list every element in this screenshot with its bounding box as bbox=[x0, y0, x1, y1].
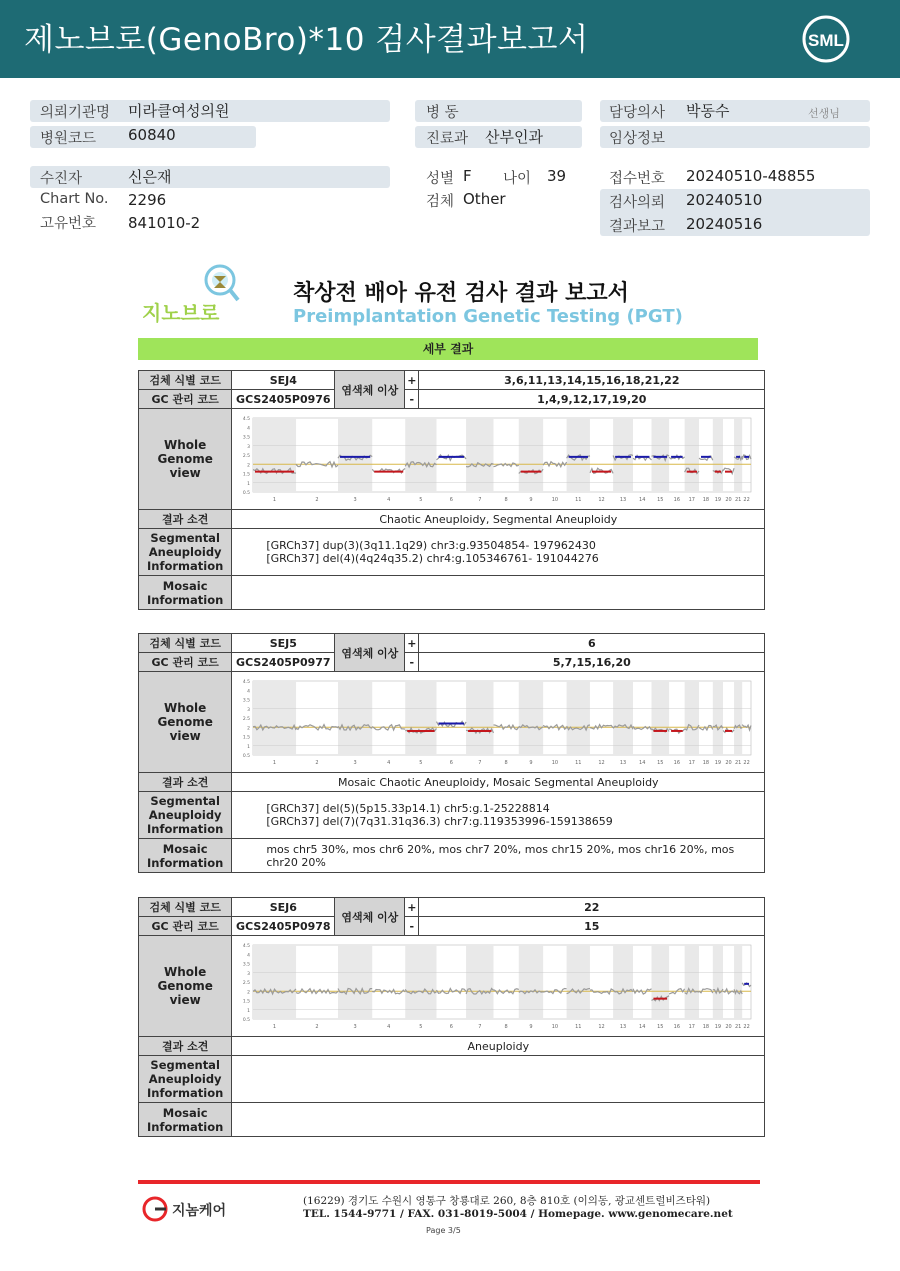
mosaic-info bbox=[232, 1103, 765, 1137]
x-tick-label: 20 bbox=[725, 760, 733, 766]
x-tick-label: 21 bbox=[735, 497, 742, 503]
x-tick-label: 4 bbox=[387, 497, 391, 503]
chromosome-band bbox=[685, 418, 699, 492]
mosaic-info: mos chr5 30%, mos chr6 20%, mos chr7 20%, mos chr15 20%, mos chr16 20%, mos chr20 20% bbox=[232, 839, 765, 873]
sample-code-label: 검체 식별 코드 bbox=[139, 371, 232, 390]
segmental-info bbox=[232, 1056, 765, 1103]
chromosome-band bbox=[685, 945, 699, 1019]
chromosome-band bbox=[253, 418, 296, 492]
chromosome-band bbox=[734, 418, 742, 492]
whole-genome-view-cell bbox=[232, 936, 765, 1037]
hospital-code-value: 60840 bbox=[128, 126, 176, 144]
x-tick-label: 3 bbox=[353, 497, 358, 503]
whole-genome-view-cell bbox=[232, 409, 765, 510]
sml-logo-icon bbox=[800, 14, 852, 64]
request-label: 검사의뢰 bbox=[609, 195, 666, 211]
x-tick-label: 22 bbox=[743, 497, 751, 503]
x-tick-label: 9 bbox=[529, 1024, 533, 1030]
x-tick-label: 20 bbox=[725, 497, 733, 503]
y-tick-label: 1 bbox=[247, 1008, 251, 1014]
x-tick-label: 10 bbox=[552, 497, 559, 503]
x-tick-label: 9 bbox=[529, 497, 533, 503]
chart-value: 2296 bbox=[128, 191, 167, 209]
x-tick-label: 17 bbox=[688, 760, 696, 766]
gain-chromosomes: 3,6,11,13,14,15,16,18,21,22 bbox=[419, 371, 765, 390]
chart-label: Chart No. bbox=[40, 191, 109, 207]
y-tick-label: 3.5 bbox=[243, 962, 251, 968]
x-tick-label: 22 bbox=[743, 760, 751, 766]
sml-logo-text: SML bbox=[808, 31, 844, 50]
x-tick-label: 8 bbox=[504, 497, 509, 503]
chromosome-band bbox=[406, 945, 437, 1019]
x-tick-label: 6 bbox=[450, 760, 454, 766]
chromosome-band bbox=[519, 418, 543, 492]
x-tick-label: 1 bbox=[273, 497, 277, 503]
y-tick-label: 2 bbox=[247, 990, 251, 996]
header-bar bbox=[0, 0, 900, 78]
x-tick-label: 2 bbox=[315, 760, 319, 766]
mosaic-label: Mosaic Information bbox=[139, 839, 232, 873]
report-subtitle: Preimplantation Genetic Testing (PGT) bbox=[293, 306, 683, 327]
sample-code-label: 검체 식별 코드 bbox=[139, 898, 232, 917]
x-tick-label: 14 bbox=[639, 760, 646, 766]
gc-code-value: GCS2405P0978 bbox=[232, 917, 335, 936]
report-title: 착상전 배아 유전 검사 결과 보고서 bbox=[293, 281, 629, 306]
chromosome-band bbox=[713, 418, 723, 492]
chrom-abn-label: 염색체 이상 bbox=[335, 634, 405, 672]
age-label: 나이 bbox=[503, 171, 532, 187]
segmental-line: [GRCh37] del(4)(4q24q35.2) chr4:g.105346761- 191044276 bbox=[266, 552, 599, 565]
chromosome-band bbox=[466, 418, 493, 492]
y-tick-label: 2 bbox=[247, 463, 251, 469]
whole-genome-view-chart bbox=[235, 939, 761, 1033]
chart-frame bbox=[253, 418, 751, 492]
page-number: Page 3/5 bbox=[426, 1226, 461, 1235]
dept-value: 산부인과 bbox=[485, 128, 543, 146]
sample-result-table bbox=[138, 633, 765, 873]
loss-chromosomes: 1,4,9,12,17,19,20 bbox=[419, 390, 765, 409]
x-tick-label: 16 bbox=[673, 1024, 681, 1030]
x-tick-label: 15 bbox=[657, 497, 664, 503]
y-tick-label: 3 bbox=[247, 707, 251, 713]
whole-genome-view-chart bbox=[235, 675, 761, 769]
x-tick-label: 19 bbox=[715, 497, 722, 503]
chromosome-band bbox=[567, 945, 590, 1019]
request-value: 20240510 bbox=[686, 191, 763, 209]
x-tick-label: 3 bbox=[353, 760, 358, 766]
gain-sign: + bbox=[405, 898, 419, 917]
sample-result-table bbox=[138, 370, 765, 610]
footer-divider bbox=[138, 1180, 760, 1184]
chromosome-band bbox=[338, 418, 372, 492]
clinical-label: 임상정보 bbox=[609, 131, 666, 147]
x-tick-label: 11 bbox=[575, 497, 582, 503]
x-tick-label: 8 bbox=[504, 1024, 509, 1030]
x-tick-label: 17 bbox=[688, 1024, 696, 1030]
x-tick-label: 15 bbox=[657, 760, 664, 766]
chromosome-band bbox=[652, 681, 670, 755]
y-tick-label: 4.5 bbox=[243, 417, 251, 422]
segmental-line: [GRCh37] del(7)(7q31.31q36.3) chr7:g.119353996-159138659 bbox=[266, 815, 613, 828]
x-tick-label: 12 bbox=[598, 497, 606, 503]
x-tick-label: 12 bbox=[598, 760, 606, 766]
wgv-label: Whole Genome view bbox=[139, 672, 232, 773]
chart-frame bbox=[253, 945, 751, 1019]
y-tick-label: 3 bbox=[247, 971, 251, 977]
chrom-abn-label: 염색체 이상 bbox=[335, 898, 405, 936]
x-tick-label: 11 bbox=[575, 1024, 582, 1030]
mosaic-info bbox=[232, 576, 765, 610]
wgv-label: Whole Genome view bbox=[139, 936, 232, 1037]
mosaic-label: Mosaic Information bbox=[139, 576, 232, 610]
x-tick-label: 18 bbox=[703, 760, 710, 766]
doctor-label: 담당의사 bbox=[609, 105, 666, 121]
sex-value: F bbox=[463, 167, 472, 185]
x-tick-label: 10 bbox=[552, 1024, 559, 1030]
chromosome-band bbox=[613, 945, 633, 1019]
x-tick-label: 15 bbox=[657, 1024, 664, 1030]
finding-value: Chaotic Aneuploidy, Segmental Aneuploidy bbox=[232, 510, 765, 529]
receipt-value: 20240510-48855 bbox=[686, 167, 816, 185]
x-tick-label: 13 bbox=[620, 760, 627, 766]
gain-chromosomes: 6 bbox=[419, 634, 765, 653]
id-value: 841010-2 bbox=[128, 214, 201, 232]
sample-result-table bbox=[138, 897, 765, 1137]
chromosome-band bbox=[652, 945, 670, 1019]
chromosome-band bbox=[713, 945, 723, 1019]
chromosome-band bbox=[734, 945, 742, 1019]
chart-frame bbox=[253, 681, 751, 755]
genobro-logo-icon bbox=[138, 262, 258, 328]
segmental-info bbox=[232, 792, 765, 839]
examinee-label: 수진자 bbox=[40, 171, 83, 187]
chromosome-band bbox=[685, 681, 699, 755]
y-tick-label: 1 bbox=[247, 481, 251, 487]
y-tick-label: 3.5 bbox=[243, 698, 251, 704]
sample-code-label: 검체 식별 코드 bbox=[139, 634, 232, 653]
x-tick-label: 21 bbox=[735, 1024, 742, 1030]
x-tick-label: 2 bbox=[315, 497, 319, 503]
doctor-value: 박동수 bbox=[686, 102, 730, 120]
gain-chromosomes: 22 bbox=[419, 898, 765, 917]
sample-code-value: SEJ4 bbox=[232, 371, 335, 390]
x-tick-label: 16 bbox=[673, 497, 681, 503]
chromosome-band bbox=[519, 945, 543, 1019]
report-date-value: 20240516 bbox=[686, 215, 763, 233]
whole-genome-view-chart bbox=[235, 412, 761, 506]
mosaic-label: Mosaic Information bbox=[139, 1103, 232, 1137]
y-tick-label: 4.5 bbox=[243, 944, 251, 949]
finding-label: 결과 소견 bbox=[139, 1037, 232, 1056]
y-tick-label: 2.5 bbox=[243, 981, 251, 986]
y-tick-label: 2 bbox=[247, 726, 251, 732]
x-tick-label: 12 bbox=[598, 1024, 606, 1030]
x-tick-label: 16 bbox=[673, 760, 681, 766]
x-tick-label: 5 bbox=[419, 760, 423, 766]
gc-code-label: GC 관리 코드 bbox=[139, 917, 232, 936]
finding-value: Aneuploidy bbox=[232, 1037, 765, 1056]
doctor-suffix: 선생님 bbox=[808, 107, 840, 120]
x-tick-label: 21 bbox=[735, 760, 742, 766]
chromosome-band bbox=[652, 418, 670, 492]
loss-chromosomes: 5,7,15,16,20 bbox=[419, 653, 765, 672]
x-tick-label: 7 bbox=[478, 760, 482, 766]
y-tick-label: 1.5 bbox=[243, 735, 251, 741]
x-tick-label: 22 bbox=[743, 1024, 751, 1030]
loss-sign: - bbox=[405, 390, 419, 409]
receipt-label: 접수번호 bbox=[609, 171, 666, 187]
y-tick-label: 1.5 bbox=[243, 472, 251, 478]
y-tick-label: 2.5 bbox=[243, 454, 251, 459]
x-tick-label: 14 bbox=[639, 1024, 646, 1030]
x-tick-label: 19 bbox=[715, 760, 722, 766]
y-tick-label: 1.5 bbox=[243, 999, 251, 1005]
y-tick-label: 0.5 bbox=[243, 754, 251, 759]
segmental-label: Segmental Aneuploidy Information bbox=[139, 529, 232, 576]
x-tick-label: 7 bbox=[478, 497, 482, 503]
gc-code-value: GCS2405P0977 bbox=[232, 653, 335, 672]
specimen-label: 검체 bbox=[426, 194, 455, 210]
x-tick-label: 5 bbox=[419, 497, 423, 503]
segmental-line: [GRCh37] del(5)(5p15.33p14.1) chr5:g.1-25228814 bbox=[266, 802, 550, 815]
y-tick-label: 2.5 bbox=[243, 717, 251, 722]
x-tick-label: 6 bbox=[450, 1024, 454, 1030]
gain-sign: + bbox=[405, 371, 419, 390]
genomecare-logo-icon bbox=[142, 1196, 170, 1222]
x-tick-label: 4 bbox=[387, 1024, 391, 1030]
chromosome-band bbox=[567, 681, 590, 755]
chromosome-band bbox=[466, 681, 493, 755]
x-tick-label: 19 bbox=[715, 1024, 722, 1030]
y-tick-label: 0.5 bbox=[243, 491, 251, 496]
wgv-label: Whole Genome view bbox=[139, 409, 232, 510]
chromosome-band bbox=[406, 418, 437, 492]
x-tick-label: 1 bbox=[273, 1024, 277, 1030]
institution-value: 미라클여성의원 bbox=[128, 102, 230, 120]
x-tick-label: 6 bbox=[450, 497, 454, 503]
footer-address-line: (16229) 경기도 수원시 영통구 창룡대로 260, 8층 810호 (이의동, 광교센트럴비즈타워) bbox=[303, 1195, 711, 1207]
specimen-value: Other bbox=[463, 190, 506, 208]
finding-label: 결과 소견 bbox=[139, 510, 232, 529]
segmental-info bbox=[232, 529, 765, 576]
y-tick-label: 3.5 bbox=[243, 435, 251, 441]
segmental-label: Segmental Aneuploidy Information bbox=[139, 792, 232, 839]
whole-genome-view-cell bbox=[232, 672, 765, 773]
detail-results-header: 세부 결과 bbox=[138, 338, 758, 360]
x-tick-label: 14 bbox=[639, 497, 646, 503]
report-header bbox=[138, 262, 758, 332]
chromosome-band bbox=[734, 681, 742, 755]
x-tick-label: 1 bbox=[273, 760, 277, 766]
examinee-row bbox=[30, 166, 390, 188]
ward-label: 병 동 bbox=[426, 105, 459, 121]
gc-code-value: GCS2405P0976 bbox=[232, 390, 335, 409]
x-tick-label: 10 bbox=[552, 760, 559, 766]
chromosome-band bbox=[519, 681, 543, 755]
x-tick-label: 3 bbox=[353, 1024, 358, 1030]
y-tick-label: 0.5 bbox=[243, 1018, 251, 1023]
gain-sign: + bbox=[405, 634, 419, 653]
id-label: 고유번호 bbox=[40, 216, 97, 232]
segmental-line: [GRCh37] dup(3)(3q11.1q29) chr3:g.93504854- 197962430 bbox=[266, 539, 596, 552]
chromosome-band bbox=[613, 681, 633, 755]
finding-label: 결과 소견 bbox=[139, 773, 232, 792]
dept-label: 진료과 bbox=[426, 131, 469, 147]
x-tick-label: 8 bbox=[504, 760, 509, 766]
genobro-logo-text: 지노브로 bbox=[142, 301, 220, 325]
chromosome-band bbox=[466, 945, 493, 1019]
gc-code-label: GC 관리 코드 bbox=[139, 390, 232, 409]
footer-address bbox=[303, 1195, 733, 1221]
x-tick-label: 17 bbox=[688, 497, 696, 503]
examinee-value: 신은재 bbox=[128, 168, 172, 186]
page-title: 제노브로(GenoBro)*10 검사결과보고서 bbox=[24, 22, 589, 58]
gc-code-label: GC 관리 코드 bbox=[139, 653, 232, 672]
genomecare-name: 지놈케어 bbox=[172, 1203, 227, 1219]
institution-label: 의뢰기관명 bbox=[40, 105, 111, 121]
x-tick-label: 13 bbox=[620, 497, 627, 503]
hospital-code-label: 병원코드 bbox=[40, 131, 97, 147]
loss-sign: - bbox=[405, 653, 419, 672]
chromosome-band bbox=[713, 681, 723, 755]
x-tick-label: 4 bbox=[387, 760, 391, 766]
chromosome-band bbox=[338, 681, 372, 755]
chromosome-band bbox=[338, 945, 372, 1019]
chromosome-band bbox=[253, 945, 296, 1019]
chromosome-band bbox=[253, 681, 296, 755]
loss-sign: - bbox=[405, 917, 419, 936]
loss-chromosomes: 15 bbox=[419, 917, 765, 936]
y-tick-label: 4 bbox=[247, 689, 251, 695]
x-tick-label: 11 bbox=[575, 760, 582, 766]
x-tick-label: 5 bbox=[419, 1024, 423, 1030]
footer-contact-line: TEL. 1544-9771 / FAX. 031-8019-5004 / Homepage. www.genomecare.net bbox=[303, 1208, 733, 1220]
x-tick-label: 13 bbox=[620, 1024, 627, 1030]
sample-code-value: SEJ6 bbox=[232, 898, 335, 917]
x-tick-label: 9 bbox=[529, 760, 533, 766]
sample-code-value: SEJ5 bbox=[232, 634, 335, 653]
x-tick-label: 18 bbox=[703, 1024, 710, 1030]
finding-value: Mosaic Chaotic Aneuploidy, Mosaic Segmental Aneuploidy bbox=[232, 773, 765, 792]
age-value: 39 bbox=[547, 167, 567, 185]
y-tick-label: 4 bbox=[247, 426, 251, 432]
y-tick-label: 4.5 bbox=[243, 680, 251, 685]
x-tick-label: 2 bbox=[315, 1024, 319, 1030]
segmental-label: Segmental Aneuploidy Information bbox=[139, 1056, 232, 1103]
y-tick-label: 1 bbox=[247, 744, 251, 750]
chrom-abn-label: 염색체 이상 bbox=[335, 371, 405, 409]
sex-label: 성별 bbox=[426, 171, 455, 187]
y-tick-label: 4 bbox=[247, 953, 251, 959]
report-date-label: 결과보고 bbox=[609, 219, 666, 235]
chromosome-band bbox=[567, 418, 590, 492]
chromosome-band bbox=[406, 681, 437, 755]
x-tick-label: 7 bbox=[478, 1024, 482, 1030]
y-tick-label: 3 bbox=[247, 444, 251, 450]
x-tick-label: 18 bbox=[703, 497, 710, 503]
x-tick-label: 20 bbox=[725, 1024, 733, 1030]
